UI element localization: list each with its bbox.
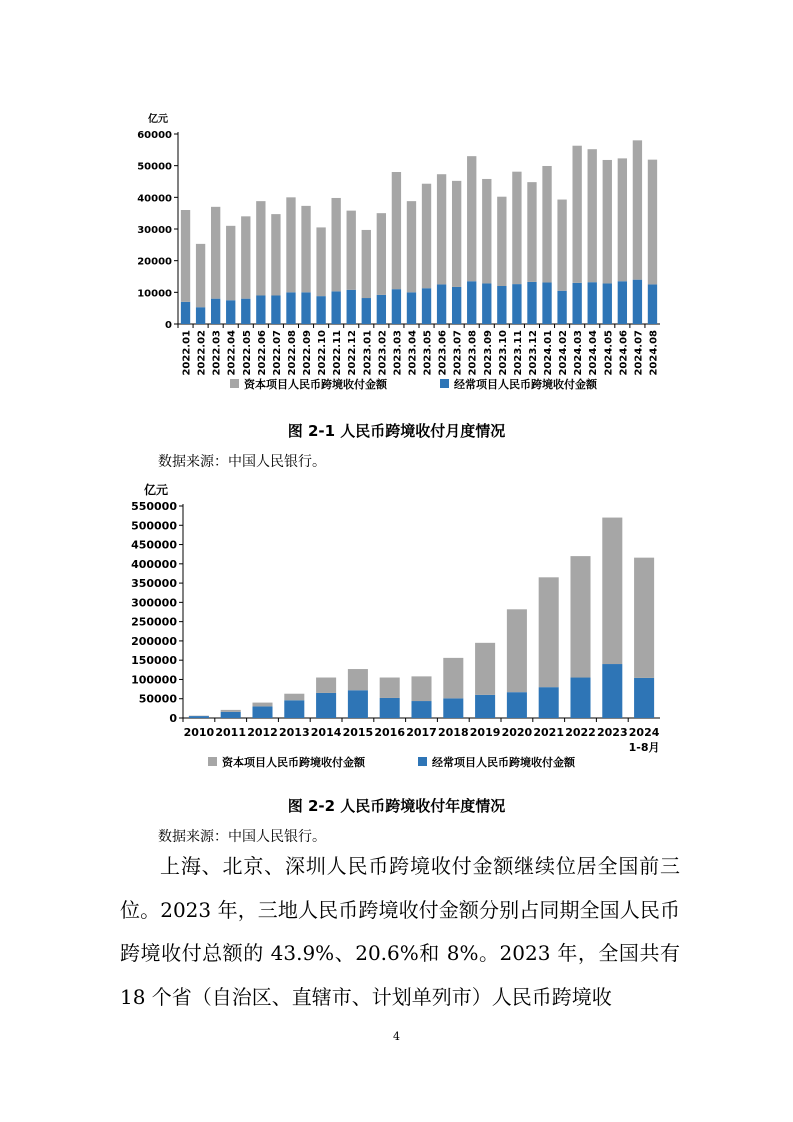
bar-current-2024.08 <box>648 284 657 324</box>
y-tick-label: 250000 <box>131 615 177 629</box>
bar-current-2023.12 <box>527 282 536 324</box>
bar-capital-2014 <box>316 678 336 693</box>
x-tick-label: 2023.01 <box>362 330 374 376</box>
x-tick-label: 2023.07 <box>452 330 464 376</box>
bar-current-2023 <box>602 664 622 718</box>
bar-capital-2022.08 <box>286 197 295 292</box>
bar-current-2018 <box>443 698 463 718</box>
bar-capital-2023.12 <box>527 182 536 282</box>
bar-capital-2022 <box>570 556 590 677</box>
y-tick-label: 550000 <box>131 500 177 513</box>
legend-swatch-capital <box>230 379 239 388</box>
bar-capital-2024 <box>634 558 654 678</box>
x-tick-label: 2024.03 <box>573 330 585 376</box>
legend-label-current: 经常项目人民币跨境收付金额 <box>454 378 597 391</box>
x-tick-label: 2024.01 <box>543 330 555 376</box>
y-unit-label: 亿元 <box>144 483 169 497</box>
x-tick-label: 2019 <box>469 726 501 739</box>
legend-swatch-current <box>440 379 449 388</box>
bar-current-2019 <box>475 695 495 718</box>
x-tick-label: 2015 <box>342 726 374 739</box>
bar-capital-2016 <box>380 678 400 698</box>
bar-current-2023.08 <box>467 281 476 324</box>
x-tick-label: 2024.04 <box>588 330 600 376</box>
bar-capital-2019 <box>475 643 495 695</box>
bar-current-2024.02 <box>557 291 566 324</box>
x-tick-label: 2023.11 <box>512 330 524 376</box>
bar-current-2024.07 <box>633 280 642 324</box>
bar-current-2024.03 <box>572 283 581 324</box>
x-tick-label: 2022.11 <box>332 330 344 376</box>
bar-capital-2023.03 <box>392 172 401 289</box>
legend-label-capital: 资本项目人民币跨境收付金额 <box>222 756 365 769</box>
bar-capital-2021 <box>539 577 559 687</box>
y-tick-label: 500000 <box>131 519 177 533</box>
x-tick-label: 2022.12 <box>347 330 359 376</box>
bar-capital-2013 <box>284 694 304 701</box>
bar-current-2013 <box>284 700 304 718</box>
y-tick-label: 10000 <box>137 288 172 300</box>
bar-capital-2023.04 <box>407 201 416 292</box>
bar-current-2022.02 <box>196 307 205 324</box>
bar-capital-2024.07 <box>633 140 642 279</box>
figure1-caption: 图 2-1 人民币跨境收付月度情况 <box>287 422 506 440</box>
monthly-cross-border-chart <box>0 100 793 400</box>
bar-capital-2023.06 <box>437 174 446 284</box>
x-tick-label: 2023.02 <box>377 330 389 376</box>
bar-current-2022.07 <box>271 296 280 325</box>
bar-current-2022.08 <box>286 292 295 324</box>
x-tick-label: 2023.06 <box>437 330 449 376</box>
bar-current-2022.11 <box>331 291 340 324</box>
x-tick-label: 2023.03 <box>392 330 404 376</box>
bar-capital-2024.05 <box>603 160 612 284</box>
bar-capital-2022.09 <box>301 206 310 292</box>
x-tick-label: 2023.05 <box>422 330 434 376</box>
x-tick-label: 2022.03 <box>211 330 223 376</box>
bar-current-2023.04 <box>407 292 416 324</box>
x-tick-label: 2022.05 <box>241 330 253 376</box>
x-tick-label: 2022.06 <box>256 330 268 376</box>
x-tick-label: 2011 <box>215 726 247 739</box>
legend-label-capital: 资本项目人民币跨境收付金额 <box>244 378 387 391</box>
y-tick-label: 100000 <box>131 673 177 687</box>
legend-swatch-current <box>418 757 427 766</box>
y-tick-label: 350000 <box>131 577 177 591</box>
bar-current-2022 <box>570 678 590 718</box>
x-tick-label: 2024 <box>628 726 660 739</box>
bar-current-2016 <box>380 698 400 718</box>
bar-capital-2012 <box>252 703 272 707</box>
bar-capital-2022.04 <box>226 226 235 300</box>
x-tick-label: 2020 <box>501 726 533 739</box>
figure2-source: 数据来源：中国人民银行。 <box>158 829 326 845</box>
bar-capital-2023.08 <box>467 156 476 281</box>
bar-current-2023.02 <box>377 295 386 324</box>
bar-capital-2022.07 <box>271 214 280 295</box>
bar-current-2024.05 <box>603 283 612 324</box>
bar-capital-2024.02 <box>557 200 566 291</box>
x-tick-label: 2022.08 <box>286 330 298 376</box>
bar-capital-2023.07 <box>452 181 461 287</box>
legend-label-current: 经常项目人民币跨境收付金额 <box>432 756 575 769</box>
annual-cross-border-chart <box>0 478 793 778</box>
page-number: 4 <box>393 1030 400 1043</box>
bar-capital-2024.03 <box>572 146 581 283</box>
bar-current-2022.06 <box>256 296 265 325</box>
figure2-caption: 图 2-2 人民币跨境收付年度情况 <box>287 797 506 815</box>
x-tick-label: 2022.01 <box>181 330 193 376</box>
y-tick-label: 200000 <box>131 634 177 648</box>
y-unit-label: 亿元 <box>148 114 168 125</box>
x-tick-sublabel: 1-8月 <box>628 741 660 754</box>
bar-current-2010 <box>189 716 209 718</box>
bar-current-2024.06 <box>618 281 627 324</box>
x-tick-label: 2024.06 <box>618 330 630 376</box>
x-tick-label: 2017 <box>406 726 437 739</box>
bar-capital-2017 <box>411 676 431 701</box>
x-tick-label: 2024.05 <box>603 330 615 376</box>
x-tick-label: 2022 <box>565 726 596 739</box>
x-tick-label: 2022.04 <box>226 330 238 376</box>
body-paragraph: 上海、北京、深圳人民币跨境收付金额继续位居全国前三位。2023 年，三地人民币跨境收付金额分别占同期全国人民币跨境收付总额的 43.9%、20.6%和 8%。2023 年，全国共有 18 个省（自治区、直辖市、计划单列市）人民币跨境收 <box>120 854 680 1009</box>
bar-capital-2020 <box>507 609 527 692</box>
bar-capital-2022.10 <box>316 227 325 296</box>
bar-current-2022.03 <box>211 299 220 324</box>
x-tick-label: 2023 <box>596 726 628 739</box>
x-tick-label: 2023.12 <box>527 330 539 376</box>
y-tick-label: 30000 <box>137 225 172 236</box>
bar-capital-2023.11 <box>512 172 521 284</box>
bar-capital-2023.10 <box>497 197 506 286</box>
bar-capital-2022.11 <box>331 198 340 291</box>
x-tick-label: 2022.07 <box>271 330 283 376</box>
bar-current-2012 <box>252 706 272 718</box>
bar-capital-2024.08 <box>648 160 657 285</box>
bar-current-2023.07 <box>452 287 461 324</box>
y-tick-label: 60000 <box>137 130 172 141</box>
bar-current-2011 <box>221 712 241 718</box>
bar-capital-2018 <box>443 658 463 698</box>
bar-capital-2023.05 <box>422 184 431 289</box>
bar-capital-2015 <box>348 669 368 690</box>
bar-capital-2023.02 <box>377 213 386 295</box>
bar-capital-2024.06 <box>618 158 627 281</box>
x-tick-label: 2024.08 <box>648 330 660 376</box>
bar-capital-2022.12 <box>347 211 356 290</box>
x-tick-label: 2018 <box>437 726 469 739</box>
bar-current-2023.09 <box>482 283 491 324</box>
y-tick-label: 50000 <box>138 692 177 706</box>
x-tick-label: 2013 <box>278 726 310 739</box>
y-tick-label: 300000 <box>131 596 177 610</box>
x-tick-label: 2023.09 <box>482 330 494 376</box>
bar-current-2023.06 <box>437 284 446 324</box>
bar-capital-2022.05 <box>241 216 250 298</box>
y-tick-label: 0 <box>169 712 177 725</box>
x-tick-label: 2022.09 <box>302 330 314 376</box>
bar-current-2015 <box>348 690 368 718</box>
bar-current-2024 <box>634 678 654 718</box>
bar-capital-2023.09 <box>482 179 491 284</box>
bar-current-2020 <box>507 692 527 718</box>
bar-current-2021 <box>539 687 559 718</box>
bar-current-2024.01 <box>542 283 551 324</box>
bar-capital-2024.01 <box>542 166 551 283</box>
bar-current-2022.04 <box>226 300 235 324</box>
bar-current-2023.10 <box>497 286 506 324</box>
x-tick-label: 2021 <box>533 726 565 739</box>
bar-current-2017 <box>411 701 431 718</box>
y-tick-label: 450000 <box>131 538 177 552</box>
bar-current-2022.05 <box>241 299 250 324</box>
y-tick-label: 0 <box>165 320 172 331</box>
bar-current-2023.05 <box>422 288 431 324</box>
y-tick-label: 150000 <box>131 654 177 668</box>
x-tick-label: 2023.10 <box>497 330 509 376</box>
bar-capital-2022.06 <box>256 201 265 295</box>
y-tick-label: 20000 <box>137 256 172 268</box>
x-tick-label: 2016 <box>374 726 406 739</box>
bar-current-2024.04 <box>588 282 597 324</box>
x-tick-label: 2022.10 <box>317 330 329 376</box>
bar-capital-2023 <box>602 518 622 664</box>
bar-current-2014 <box>316 693 336 718</box>
x-tick-label: 2023.04 <box>407 330 419 376</box>
x-tick-label: 2012 <box>247 726 278 739</box>
figure1-source: 数据来源：中国人民银行。 <box>158 454 326 470</box>
y-tick-label: 400000 <box>131 557 177 571</box>
x-tick-label: 2024.02 <box>558 330 570 376</box>
bar-current-2022.01 <box>181 302 190 324</box>
bar-capital-2022.01 <box>181 210 190 302</box>
bar-capital-2011 <box>221 710 241 712</box>
bar-current-2023.01 <box>362 298 371 324</box>
x-tick-label: 2010 <box>183 726 215 739</box>
y-tick-label: 50000 <box>137 161 172 173</box>
x-tick-label: 2023.08 <box>467 330 479 376</box>
bar-capital-2022.02 <box>196 244 205 307</box>
y-tick-label: 40000 <box>137 193 172 205</box>
bar-capital-2024.04 <box>588 149 597 282</box>
bar-current-2023.03 <box>392 289 401 324</box>
bar-capital-2023.01 <box>362 230 371 298</box>
x-tick-label: 2024.07 <box>633 330 645 376</box>
bar-current-2022.12 <box>347 290 356 324</box>
legend-swatch-capital <box>208 757 217 766</box>
x-tick-label: 2014 <box>310 726 342 739</box>
bar-current-2022.10 <box>316 296 325 324</box>
bar-current-2023.11 <box>512 284 521 324</box>
bar-capital-2022.03 <box>211 207 220 299</box>
x-tick-label: 2022.02 <box>196 330 208 376</box>
bar-current-2022.09 <box>301 292 310 324</box>
